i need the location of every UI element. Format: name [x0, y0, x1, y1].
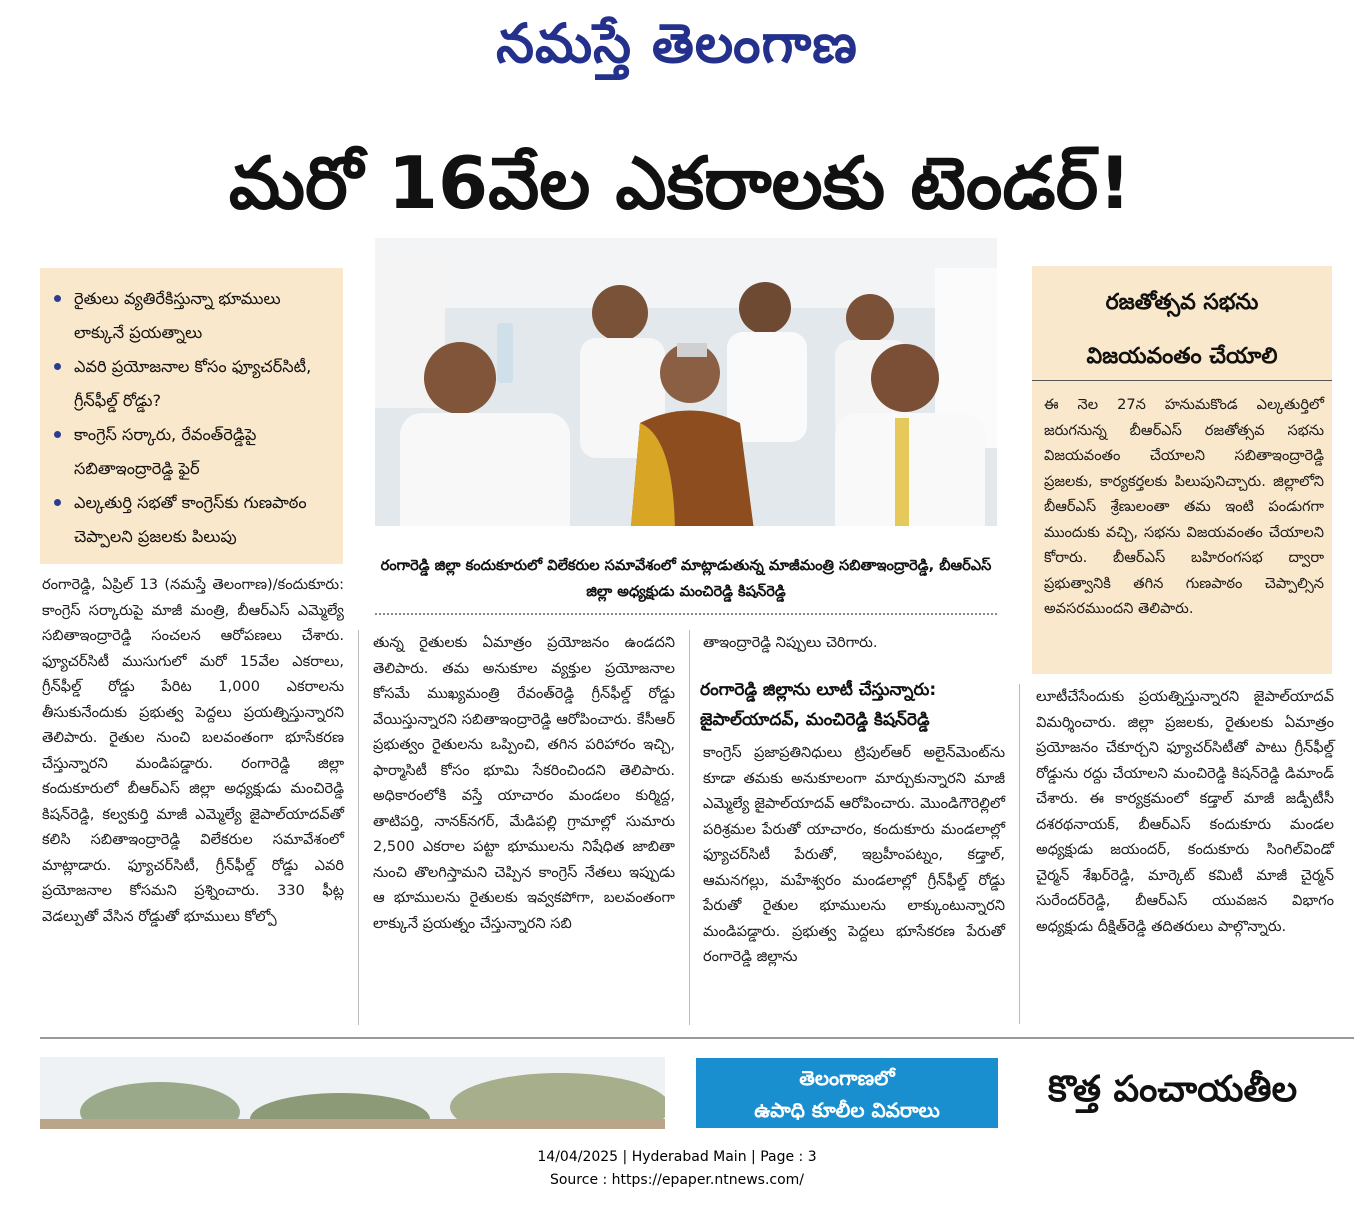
highlights-box: [40, 268, 343, 564]
footer-source: Source : https://epaper.ntnews.com/: [549, 1172, 805, 1188]
article-column-2: తున్న రైతులకు ఏమాత్రం ప్రయోజనం ఉండదని తెలిపారు. తమ అనుకూల వ్యక్తుల ప్రయోజనాల కోసమే ముఖ్యమంత్రి రేవంత్‌రెడ్డి గ్రీన్‌ఫీల్డ్‌ రోడ్డు వేయిస్తున్నారని సబితాఇంద్రారెడ్డి ఆరోపించారు. కేసీఆర్‌ ప్రభుత్వం రైతులను ఒప్పించి, తగిన పరిహారం ఇచ్చి, ఫార్మాసిటీ కోసం భూమి సేకరించిందని తెలిపారు. అధికారంలోకి వస్తే యాచారం మండలం కుర్మిద్ద, తాటిపర్తి, నానక్‌నగర్‌, మేడిపల్లి గ్రామాల్లో సుమారు 2,500 ఎకరాల పట్టా భూములను నిషేధిత జాబితా నుంచి తొలగిస్తామని చెప్పిన కాంగ్రెస్‌ నేతలు ఇప్పుడు ఆ భూములను రైతులకు ఇవ్వకపోగా, బలవంతంగా లాక్కునే ప్రయత్నం చేస్తున్నారని సబి: [373, 634, 675, 932]
bottom-headline: కొత్త పంచాయతీల: [1048, 1069, 1298, 1110]
bottom-teaser-box: [696, 1058, 998, 1128]
highlight-item: [54, 350, 333, 418]
press-meet-photo: [375, 238, 997, 546]
section-divider: [40, 1037, 1354, 1039]
sidebar-heading-line: రజతోత్సవ సభను: [1105, 290, 1259, 315]
photo-caption: రంగారెడ్డి జిల్లా కందుకూరులో విలేకరుల సమావేశంలో మాట్లాడుతున్న మాజీమంత్రి సబితాఇంద్రారెడ్డి, బీఆర్‌ఎస్‌ జిల్లా అధ్యక్షుడు మంచిరెడ్డి కిషన్‌రెడ్డి: [380, 557, 992, 600]
news-photo: [375, 238, 997, 546]
teaser-line: తెలంగాణలో: [799, 1066, 895, 1090]
sidebar-divider: [1032, 380, 1332, 381]
bullet-icon: [54, 499, 61, 506]
footer-date-edition: 14/04/2025 | Hyderabad Main | Page : 3: [537, 1149, 817, 1165]
column-divider: [1019, 684, 1020, 1024]
bullet-icon: [54, 295, 61, 302]
article-column-3: కాంగ్రెస్‌ ప్రజాప్రతినిధులు ట్రిపుల్‌ఆర్‌ అలైన్‌మెంట్‌ను కూడా తమకు అనుకూలంగా మార్చుకున్నారని మాజీ ఎమ్మెల్యే జైపాల్‌యాదవ్‌ ఆరోపించారు. మొండిగౌరెల్లిలో పరిశ్రమల పేరుతో యాచారం, కందుకూరు మండలాల్లో ఫ్యూచర్‌సిటీ పేరుతో, ఇబ్రహీంపట్నం, కడ్తాల్‌, ఆమనగల్లు, మహేశ్వరం మండలాల్లో గ్రీన్‌ఫీల్డ్‌ రోడ్డు పేరుతో రైతుల భూములను లాక్కుంటున్నారని మండిపడ్డారు. ప్రభుత్వ పెద్దలు భూసేకరణ పేరుతో రంగారెడ్డి జిల్లాను: [703, 744, 1005, 965]
highlight-text: ఎవరి ప్రయోజనాల కోసం ఫ్యూచర్‌సిటీ, గ్రీన్‌ఫీల్డ్‌ రోడ్డు?: [74, 357, 312, 410]
highlight-item: [54, 486, 333, 554]
bullet-icon: [54, 431, 61, 438]
article-column-3-top: తాఇంద్రారెడ్డి నిప్పులు చెరిగారు.: [703, 634, 878, 651]
highlight-item: [54, 418, 333, 486]
article-subheading: రంగారెడ్డి జిల్లాను లూటీ చేస్తున్నారు: జైపాల్‌యాదవ్‌, మంచిరెడ్డి కిషన్‌రెడ్డి: [700, 680, 937, 730]
teaser-line: ఉపాధి కూలీల వివరాలు: [754, 1098, 940, 1122]
sidebar-text: ఈ నెల 27న హనుమకొండ ఎల్కతుర్తిలో జరుగనున్న బీఆర్‌ఎస్‌ రజతోత్సవ సభను విజయవంతం చేయాలని సబితాఇంద్రారెడ్డి ప్రజలకు, కార్యకర్తలకు పిలుపునిచ్చారు. జిల్లాలోని బీఆర్‌ఎస్‌ శ్రేణులంతా తమ ఇంటి పండుగగా ముందుకు వచ్చి, సభను విజయవంతం చేయాలని కోరారు. బీఆర్‌ఎస్‌ బహిరంగసభ ద్వారా ప్రభుత్వానికి తగిన గుణపాఠం చెప్పాల్సిన అవసరముందని తెలిపారు.: [1044, 396, 1324, 617]
main-headline: మరో 16వేల ఎకరాలకు టెండర్!: [228, 141, 1132, 225]
caption-divider: [375, 613, 997, 615]
highlight-text: రైతులు వ్యతిరేకిస్తున్నా భూములు లాక్కునే ప్రయత్నాలు: [74, 289, 281, 342]
sidebar-heading: [1032, 276, 1332, 384]
masthead-logo: నమస్తే తెలంగాణ: [496, 11, 858, 75]
bottom-photo: [40, 1057, 665, 1129]
footer: [0, 1146, 1354, 1192]
highlight-text: ఎల్కతుర్తి సభతో కాంగ్రెస్‌కు గుణపాఠం చెప్పాలని ప్రజలకు పిలుపు: [74, 493, 307, 546]
column-divider: [689, 630, 690, 1025]
highlight-item: [54, 282, 333, 350]
bullet-icon: [54, 363, 61, 370]
highlight-text: కాంగ్రెస్‌ సర్కారు, రేవంత్‌రెడ్డిపై సబితాఇంద్రారెడ్డి ఫైర్‌: [74, 425, 257, 478]
article-column-1: రంగారెడ్డి, ఏప్రిల్‌ 13 (నమస్తే తెలంగాణ)/కందుకూరు: కాంగ్రెస్‌ సర్కారుపై మాజీ మంత్రి, బీఆర్‌ఎస్‌ ఎమ్మెల్యే సబితాఇంద్రారెడ్డి సంచలన ఆరోపణలు చేశారు. ఫ్యూచర్‌సిటీ ముసుగులో మరో 15వేల ఎకరాలు, గ్రీన్‌ఫీల్డ్‌ రోడ్డు పేరిట 1,000 ఎకరాలను తీసుకునేందుకు ప్రభుత్వ పెద్దలు ప్రయత్నిస్తున్నారని తెలిపారు. రైతుల నుంచి బలవంతంగా భూసేకరణ చేస్తున్నారని మండిపడ్డారు. రంగారెడ్డి జిల్లా కందుకూరులో బీఆర్‌ఎస్‌ జిల్లా అధ్యక్షుడు మంచిరెడ్డి కిషన్‌రెడ్డి, కల్వకుర్తి మాజీ ఎమ్మెల్యే జైపాల్‌యాదవ్‌తో కలిసి సబితాఇంద్రారెడ్డి విలేకరుల సమావేశంలో మాట్లాడారు. ఫ్యూచర్‌సిటీ, గ్రీన్‌ఫీల్డ్‌ రోడ్డు ఎవరి ప్రయోజనాల కోసమని ప్రశ్నించారు. 330 ఫీట్ల వెడల్పుతో వేసిన రోడ్డుతో భూములు కోల్పో: [42, 576, 344, 925]
article-column-4: లూటీచేసేందుకు ప్రయత్నిస్తున్నారని జైపాల్‌యాదవ్‌ విమర్శించారు. జిల్లా ప్రజలకు, రైతులకు ఏమాత్రం ప్రయోజనం చేకూర్చని ఫ్యూచర్‌సిటీతో పాటు గ్రీన్‌ఫీల్డ్‌ రోడ్డును రద్దు చేయాలని మంచిరెడ్డి కిషన్‌రెడ్డి డిమాండ్‌ చేశారు. ఈ కార్యక్రమంలో కడ్తాల్‌ మాజీ జడ్పీటీసీ దశరథనాయక్‌, బీఆర్‌ఎస్‌ కందుకూరు మండల అధ్యక్షుడు జయందర్‌, కందుకూరు సింగిల్‌విండో చైర్మన్‌ శేఖర్‌రెడ్డి, మార్కెట్‌ కమిటీ మాజీ చైర్మన్‌ సురేందర్‌రెడ్డి, బీఆర్‌ఎస్‌ యువజన విభాగం అధ్యక్షుడు దీక్షిత్‌రెడ్డి తదితరులు పాల్గొన్నారు.: [1036, 688, 1334, 935]
column-divider: [358, 630, 359, 1025]
landscape-photo: [40, 1057, 665, 1129]
sidebar-heading-line: విజయవంతం చేయాలి: [1086, 344, 1278, 369]
